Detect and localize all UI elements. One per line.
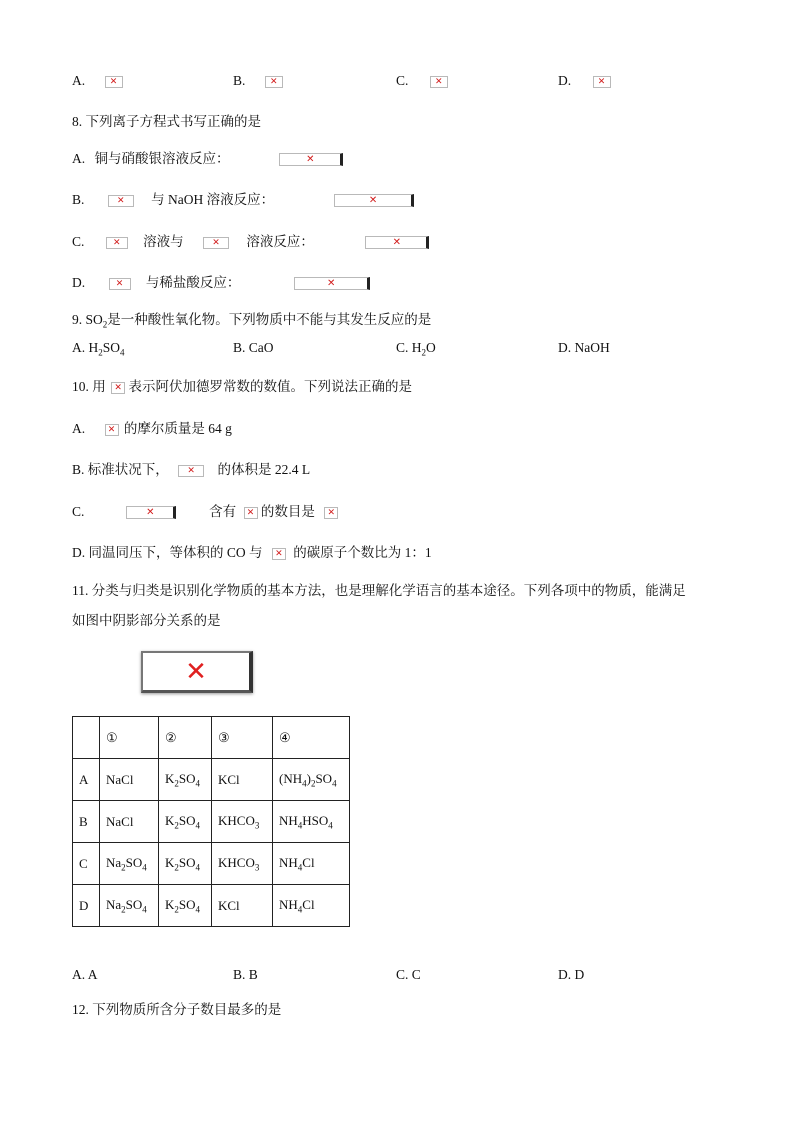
table-cell: ② — [159, 717, 212, 759]
table-cell: ③ — [212, 717, 273, 759]
table-cell: KCl — [212, 759, 273, 801]
broken-image-icon: ✕ — [109, 278, 131, 290]
table-cell: C — [73, 843, 100, 885]
q11-option-d: D. D — [558, 967, 585, 982]
table-cell: $K_2SO_4$ — [159, 843, 212, 885]
table-cell: $NH_4Cl$ — [273, 843, 350, 885]
broken-image-icon: ✕ — [365, 236, 429, 249]
broken-image-icon: ✕ — [593, 76, 611, 88]
table-row — [73, 801, 350, 843]
table-cell: D — [73, 885, 100, 927]
q8-option-d: D. ✕ 与稀盐酸反应： ✕ — [72, 271, 370, 291]
broken-image-icon: ✕ — [106, 237, 128, 249]
q11-option-b: B. B — [233, 967, 258, 982]
q11-stem-line1: 11. 分类与归类是识别化学物质的基本方法，也是理解化学语言的基本途径。下列各项中的物质，能满足 — [72, 583, 686, 598]
q10-option-d: D. 同温同压下，等体积的 CO 与 ✕ 的碳原子个数比为 1：1 — [72, 545, 432, 560]
q10-option-b: B. 标准状况下， ✕ 的体积是 22.4 L — [72, 462, 311, 477]
q11-classification-table — [72, 716, 350, 927]
table-cell: ④ — [273, 717, 350, 759]
table-cell: $Na_2SO_4$ — [100, 885, 159, 927]
q10-option-a: A. ✕ 的摩尔质量是 64 g — [72, 421, 232, 436]
broken-image-icon: ✕ — [141, 651, 253, 693]
broken-image-icon: ✕ — [203, 237, 229, 249]
q11-option-c: C. C — [396, 967, 421, 982]
q9-option-b: B. CaO — [233, 340, 274, 355]
table-cell: $KHCO_3$ — [212, 801, 273, 843]
table-row — [73, 885, 350, 927]
table-cell — [73, 717, 100, 759]
table-row — [73, 843, 350, 885]
q7-option-d: D. ✕ — [558, 73, 611, 89]
q10-stem: 10. 用 ✕ 表示阿伏加德罗常数的数值。下列说法正确的是 — [72, 379, 412, 394]
table-cell: NaCl — [100, 759, 159, 801]
table-cell: $K_2SO_4$ — [159, 759, 212, 801]
q8-stem: 8. 下列离子方程式书写正确的是 — [72, 114, 261, 129]
broken-image-icon: ✕ — [105, 76, 123, 88]
q9-stem: 9. $SO_2$是一种酸性氧化物。下列物质中不能与其发生反应的是 — [72, 312, 432, 330]
q11-stem-line2: 如图中阴影部分关系的是 — [72, 613, 221, 628]
table-cell: $Na_2SO_4$ — [100, 843, 159, 885]
broken-image-icon: ✕ — [108, 195, 134, 207]
broken-image-icon: ✕ — [294, 277, 370, 290]
table-cell: $K_2SO_4$ — [159, 801, 212, 843]
broken-image-icon: ✕ — [279, 153, 343, 166]
table-cell: A — [73, 759, 100, 801]
q12-stem: 12. 下列物质所含分子数目最多的是 — [72, 1002, 282, 1017]
broken-image-icon: ✕ — [244, 507, 258, 519]
table-cell: B — [73, 801, 100, 843]
q11-diagram — [141, 651, 253, 693]
broken-image-icon: ✕ — [272, 548, 286, 560]
q8-option-a: A. 铜与硝酸银溶液反应： ✕ — [72, 147, 343, 167]
table-cell: $(NH_4)_2SO_4$ — [273, 759, 350, 801]
broken-image-icon: ✕ — [178, 465, 204, 477]
broken-image-icon: ✕ — [105, 424, 119, 436]
q8-option-c: C. ✕ 溶液与 ✕ 溶液反应： ✕ — [72, 230, 429, 250]
broken-image-icon: ✕ — [324, 507, 338, 519]
q9-option-c: C. $H_2O$ — [396, 340, 436, 358]
broken-image-icon: ✕ — [334, 194, 414, 207]
table-row — [73, 759, 350, 801]
q7-option-a: A. ✕ — [72, 73, 123, 89]
q10-option-c: C. ✕ 含有 ✕ 的数目是 ✕ — [72, 500, 338, 520]
table-cell: $NH_4HSO_4$ — [273, 801, 350, 843]
table-cell: KCl — [212, 885, 273, 927]
q7-option-b: B. ✕ — [233, 73, 283, 89]
broken-image-icon: ✕ — [126, 506, 176, 519]
table-cell: $K_2SO_4$ — [159, 885, 212, 927]
broken-image-icon: ✕ — [111, 382, 125, 394]
table-cell: $NH_4Cl$ — [273, 885, 350, 927]
table-header-row — [73, 717, 350, 759]
broken-image-icon: ✕ — [430, 76, 448, 88]
table-cell: NaCl — [100, 801, 159, 843]
q8-option-b: B. ✕ 与 NaOH 溶液反应： ✕ — [72, 188, 414, 208]
table-cell: ① — [100, 717, 159, 759]
q11-option-a: A. A — [72, 967, 98, 982]
q7-option-c: C. ✕ — [396, 73, 448, 89]
q9-option-a: A. $H_2SO_4$ — [72, 340, 125, 358]
q9-option-d: D. NaOH — [558, 340, 610, 355]
broken-image-icon: ✕ — [265, 76, 283, 88]
table-cell: $KHCO_3$ — [212, 843, 273, 885]
